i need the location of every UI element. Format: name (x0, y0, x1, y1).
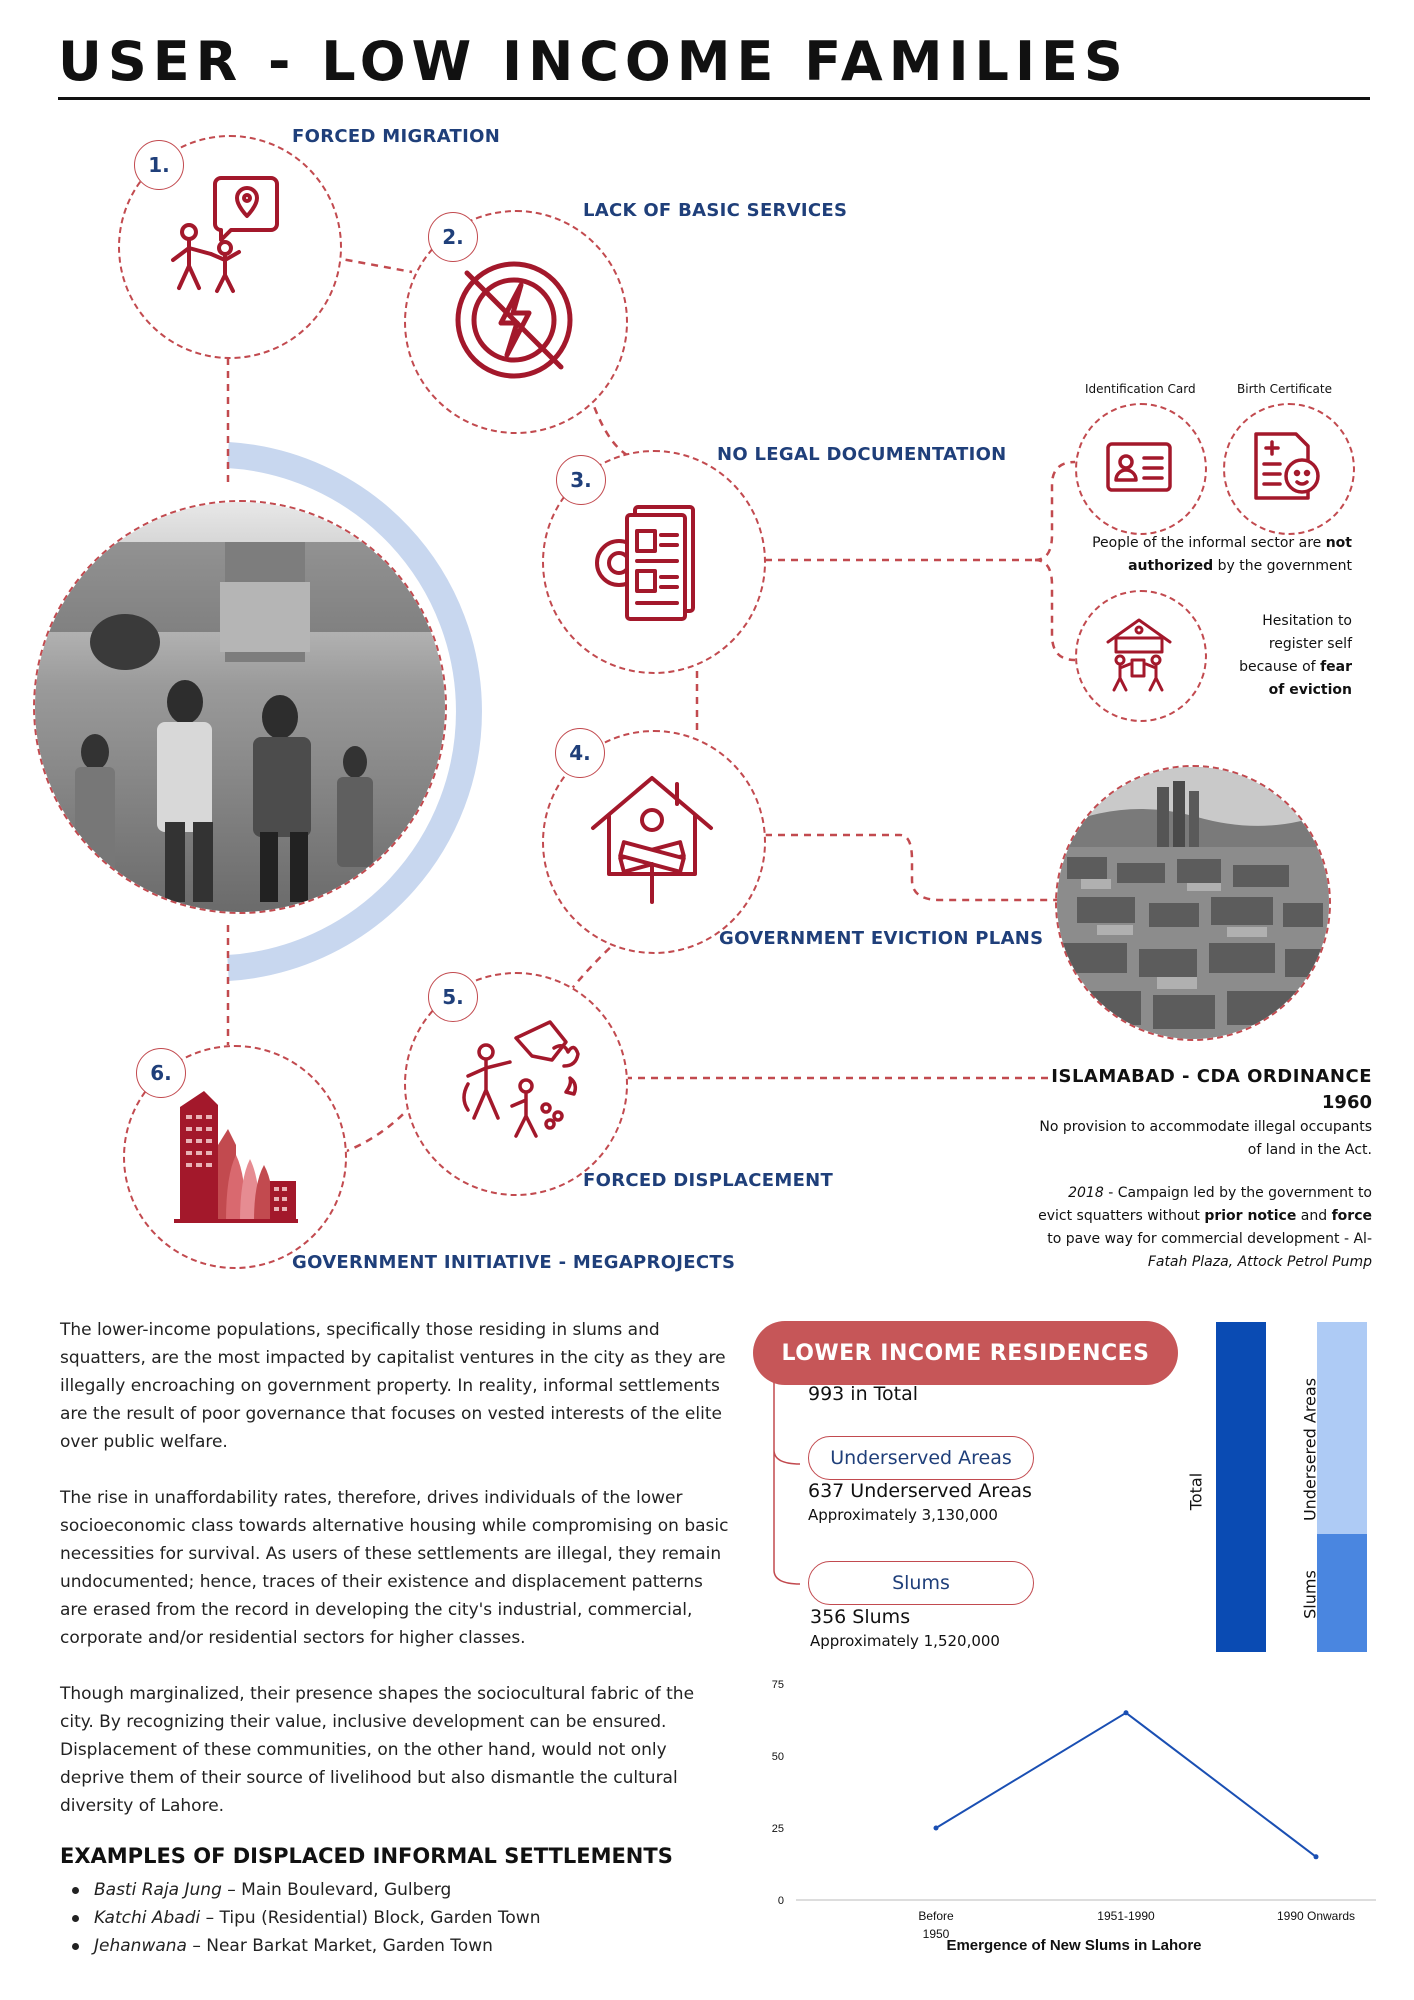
settlement-photo (1055, 765, 1331, 1041)
step-6-number: 6. (136, 1048, 186, 1098)
step-2-label: LACK OF BASIC SERVICES (583, 200, 848, 221)
examples-heading: EXAMPLES OF DISPLACED INFORMAL SETTLEMENTS (60, 1844, 673, 1868)
x-tick-label: 1950 (922, 1927, 950, 1941)
slums-count: 356 Slums (810, 1606, 911, 1628)
step-2-number: 2. (428, 212, 478, 262)
hesitation-line2: register self (1268, 636, 1352, 652)
migration-family-icon (163, 170, 293, 300)
underserved-pill: Underserved Areas (808, 1436, 1034, 1480)
documents-icon (587, 495, 717, 625)
hesitation-note (1150, 610, 1352, 702)
body-paragraph-2: The rise in unaffordability rates, therefore, drives individuals of the lower socioeconomic class towards alternative housing while compromising on basic necessities for survival. As users of these settlements are illegal, they remain undocumented; hence, traces of their existence and displacement patterns are erased from the record in developing the city's industrial, commercial, corporate and/or residential sectors for higher classes. (60, 1488, 729, 1648)
cda-campaign-2-bold2: force (1331, 1208, 1372, 1224)
settlement-photo-illustration (1057, 767, 1329, 1039)
list-item (66, 1932, 540, 1960)
series-line (936, 1713, 1316, 1857)
hesitation-line1: Hesitation to (1262, 613, 1352, 629)
cda-block (960, 1064, 1372, 1274)
list-item (66, 1876, 540, 1904)
data-point (1124, 1710, 1129, 1715)
not-authorized-bold1: not (1325, 535, 1352, 551)
example-name: Katchi Abadi (94, 1908, 201, 1928)
x-tick-label: Before (918, 1909, 954, 1923)
example-location: – Tipu (Residential) Block, Garden Town (200, 1908, 541, 1928)
step-1-number: 1. (134, 140, 184, 190)
hesitation-bold: fear (1320, 659, 1352, 675)
example-name: Jehanwana (94, 1936, 187, 1956)
house-barricade-icon (587, 770, 717, 910)
id-card-label: Identification Card (1085, 382, 1196, 396)
displacement-fire-icon (446, 1012, 582, 1148)
example-location: – Main Boulevard, Gulberg (221, 1880, 452, 1900)
id-card-icon (1104, 432, 1174, 502)
bar-label-slums: Slums (1300, 1570, 1320, 1619)
chart-title: Emergence of New Slums in Lahore (946, 1937, 1202, 1954)
cda-campaign-2-bold1: prior notice (1204, 1208, 1297, 1224)
x-tick-label: 1990 Onwards (1276, 1909, 1356, 1923)
example-name: Basti Raja Jung (94, 1880, 222, 1900)
birth-certificate-icon (1250, 428, 1326, 504)
bar-label-total: Total (1186, 1472, 1206, 1511)
cda-desc-1: No provision to accommodate illegal occupants (1039, 1119, 1372, 1135)
hesitation-line3: because of (1239, 659, 1321, 675)
skyscraper-icon (170, 1085, 300, 1225)
no-electricity-icon (449, 255, 579, 385)
underserved-count: 637 Underserved Areas (808, 1480, 1032, 1502)
cda-campaign-line1 (960, 1182, 1372, 1205)
list-item (66, 1904, 540, 1932)
step-5-number: 5. (428, 972, 478, 1022)
migration-photo (33, 500, 447, 914)
examples-list (66, 1876, 540, 1960)
example-location: – Near Barkat Market, Garden Town (186, 1936, 493, 1956)
body-paragraph-3: Though marginalized, their presence shapes the sociocultural fabric of the city. By recognizing their value, inclusive development can be ensured. Displacement of these communities, on the other hand, would not only deprive them of their source of livelihood but also dismantle the cultural diversity of Lahore. (60, 1684, 695, 1816)
step-4-number: 4. (555, 728, 605, 778)
bar-label-underserved: Undersered Areas (1300, 1377, 1320, 1522)
page-title: USER - LOW INCOME FAMILIES (58, 30, 1129, 93)
not-authorized-pre: People of the informal sector are (1092, 535, 1326, 551)
cda-year: 1960 (1321, 1092, 1372, 1113)
step-3-label: NO LEGAL DOCUMENTATION (717, 444, 1007, 465)
data-point (1314, 1854, 1319, 1859)
cda-campaign-year: 2018 (1068, 1185, 1104, 1201)
not-authorized-bold2: authorized (1128, 558, 1214, 574)
slums-line-chart (760, 1672, 1380, 1962)
step-1-label: FORCED MIGRATION (292, 126, 501, 147)
residences-title-pill: LOWER INCOME RESIDENCES (753, 1321, 1178, 1385)
cda-campaign-4: Fatah Plaza, Attock Petrol Pump (1147, 1254, 1372, 1270)
residences-total: 993 in Total (808, 1383, 919, 1405)
cda-title: ISLAMABAD - CDA ORDINANCE (1051, 1066, 1372, 1087)
birth-cert-label: Birth Certificate (1237, 382, 1332, 396)
body-text (60, 1316, 732, 1848)
bar-underserved (1317, 1322, 1367, 1534)
migration-photo-illustration (35, 502, 445, 912)
cda-campaign-3: to pave way for commercial development - Al- (1047, 1231, 1372, 1247)
slums-population: Approximately 1,520,000 (810, 1632, 1000, 1650)
step-4-label: GOVERNMENT EVICTION PLANS (719, 928, 1044, 949)
step-6-label: GOVERNMENT INITIATIVE - MEGAPROJECTS (292, 1252, 736, 1273)
y-tick-label: 75 (771, 1679, 784, 1691)
step-3-number: 3. (556, 455, 606, 505)
residences-bar-chart (1180, 1320, 1380, 1652)
x-tick-label: 1951-1990 (1097, 1909, 1155, 1923)
bar-total (1216, 1322, 1266, 1652)
body-paragraph-1: The lower-income populations, specifically those residing in slums and squatters, are the most impacted by capitalist ventures in the city as they are illegally encroaching on government property. In reality, informal settlements are the result of poor governance that focuses on vested interests of the elite over public welfare. (60, 1320, 726, 1452)
slums-pill: Slums (808, 1561, 1034, 1605)
cda-desc-2: of land in the Act. (1247, 1142, 1372, 1158)
not-authorized-post: by the government (1213, 558, 1352, 574)
y-tick-label: 50 (771, 1751, 784, 1763)
cda-campaign-line2 (960, 1205, 1372, 1228)
underserved-population: Approximately 3,130,000 (808, 1506, 998, 1524)
cda-campaign-2-pre: evict squatters without (1038, 1208, 1205, 1224)
y-tick-label: 0 (777, 1895, 784, 1907)
not-authorized-note (1000, 532, 1352, 578)
bar-slums (1317, 1534, 1367, 1652)
cda-campaign-1: - Campaign led by the government to (1103, 1185, 1372, 1201)
step-5-label: FORCED DISPLACEMENT (583, 1170, 834, 1191)
cda-campaign-2-mid: and (1296, 1208, 1332, 1224)
hesitation-line4: of eviction (1268, 682, 1352, 698)
y-tick-label: 25 (771, 1823, 784, 1835)
data-point (934, 1826, 939, 1831)
